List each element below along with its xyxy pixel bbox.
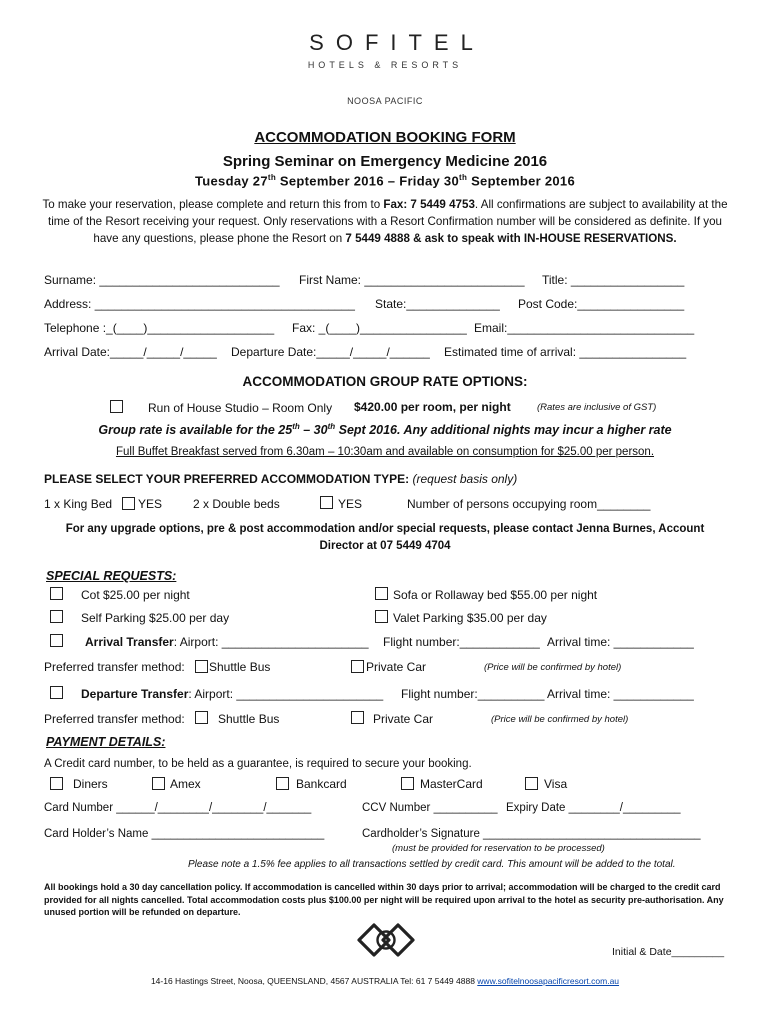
brand-logo-text: SOFITEL (309, 30, 485, 55)
phone-number: 7 5449 4888 & ask to speak with IN-HOUSE RESERVATIONS. (345, 232, 677, 245)
self-parking-label: Self Parking $25.00 per day (81, 611, 230, 625)
departure-transfer-field[interactable]: Departure Transfer: Airport: ______________________ (81, 687, 384, 701)
self-parking-checkbox[interactable] (50, 610, 63, 623)
arrival-private-car-label: Private Car (366, 660, 427, 674)
departure-shuttle-checkbox[interactable] (195, 711, 208, 724)
arrival-transfer-field[interactable]: Arrival Transfer: Airport: ______________________ (85, 635, 369, 649)
email-field[interactable]: Email:____________________________ (474, 321, 695, 335)
arrival-flight-field[interactable]: Flight number:____________ (383, 635, 540, 649)
event-title: Spring Seminar on Emergency Medicine 2016 (222, 153, 548, 170)
mastercard-checkbox[interactable] (401, 777, 414, 790)
sofitel-emblem-icon (355, 921, 417, 959)
expiry-field[interactable]: Expiry Date ________/_________ (506, 802, 681, 814)
payment-heading: PAYMENT DETAILS: (46, 735, 166, 749)
cot-checkbox[interactable] (50, 587, 63, 600)
address-field[interactable]: Address: _______________________________________ (44, 297, 355, 311)
intro-paragraph: To make your reservation, please complete and return this from to Fax: 7 5449 4753. All confirmations are subject to availability at the time of the Resort receiving your request. Only reservations with a Resort Confirmation number will be considered as definite. If you have any questions, please phone the Resort on 7 5449 4888 & ask to speak with IN-HOUSE RESERVATIONS. (42, 198, 728, 245)
form-title: ACCOMMODATION BOOKING FORM (254, 129, 516, 146)
arrival-shuttle-label: Shuttle Bus (209, 660, 271, 674)
card-number-field[interactable]: Card Number ______/________/________/_______ (44, 802, 312, 814)
room-option-checkbox[interactable] (110, 400, 123, 413)
rate-options-heading: ACCOMMODATION GROUP RATE OPTIONS: (242, 374, 528, 389)
double-yes-label: YES (338, 497, 363, 511)
initial-date-field[interactable]: Initial & Date_________ (612, 946, 725, 958)
fax-field[interactable]: Fax: _(____)________________ (292, 321, 467, 335)
arrival-transfer-method-label: Preferred transfer method: (44, 660, 185, 674)
ccv-field[interactable]: CCV Number __________ (362, 802, 498, 814)
cardholder-signature-field[interactable]: Cardholder’s Signature __________________________________ (362, 828, 701, 840)
visa-checkbox[interactable] (525, 777, 538, 790)
valet-parking-label: Valet Parking $35.00 per day (393, 611, 547, 625)
cancellation-policy: All bookings hold a 30 day cancellation policy. If accommodation is cancelled within 30 days prior to arrival; accommodation will be charged to the credit card provided for all nights cancelled. Total accommodation costs plus $100.00 per night will be required upon arrival to the hotel as security pre-authorisation. Any unused portion will be refunded on departure. (44, 882, 724, 917)
room-price: $420.00 per room, per night (354, 400, 511, 414)
visa-label: Visa (544, 777, 568, 791)
special-requests-heading: SPECIAL REQUESTS: (46, 569, 177, 583)
payment-intro: A Credit card number, to be held as a guarantee, is required to secure your booking. (44, 758, 472, 770)
departure-transfer-method-label: Preferred transfer method: (44, 712, 185, 726)
persons-field[interactable]: Number of persons occupying room________ (407, 497, 651, 511)
room-type-heading: PLEASE SELECT YOUR PREFERRED ACCOMMODATION TYPE: (request basis only) (44, 472, 518, 486)
departure-time-field[interactable]: Arrival time: ____________ (547, 687, 694, 701)
valet-parking-checkbox[interactable] (375, 610, 388, 623)
departure-private-car-label: Private Car (373, 712, 434, 726)
first-name-field[interactable]: First Name: ________________________ (299, 273, 525, 287)
bankcard-checkbox[interactable] (276, 777, 289, 790)
amex-checkbox[interactable] (152, 777, 165, 790)
departure-flight-field[interactable]: Flight number:__________ (401, 687, 545, 701)
card-holder-name-field[interactable]: Card Holder’s Name ___________________________ (44, 828, 325, 840)
signature-note: (must be provided for reservation to be processed) (392, 843, 605, 854)
sofa-bed-checkbox[interactable] (375, 587, 388, 600)
eta-field[interactable]: Estimated time of arrival: ________________ (444, 345, 687, 359)
state-field[interactable]: State:______________ (375, 297, 500, 311)
gst-note: (Rates are inclusive of GST) (537, 402, 657, 413)
breakfast-note: Full Buffet Breakfast served from 6.30am – 10:30am and available on consumption for $25.00 per person. (115, 446, 655, 458)
arrival-private-car-checkbox[interactable] (351, 660, 364, 673)
departure-shuttle-label: Shuttle Bus (218, 712, 280, 726)
cot-label: Cot $25.00 per night (81, 588, 190, 602)
property-name: NOOSA PACIFIC (347, 96, 423, 106)
departure-private-car-checkbox[interactable] (351, 711, 364, 724)
diners-label: Diners (73, 777, 108, 791)
departure-price-note: (Price will be confirmed by hotel) (491, 714, 629, 725)
room-type-label: Run of House Studio – Room Only (148, 401, 333, 415)
website-link[interactable]: www.sofitelnoosapacificresort.com.au (477, 976, 620, 986)
telephone-field[interactable]: Telephone :_(____)___________________ (44, 321, 275, 335)
bankcard-label: Bankcard (296, 777, 347, 791)
event-dates: Tuesday 27th September 2016 – Friday 30th September 2016 (195, 173, 575, 189)
diners-checkbox[interactable] (50, 777, 63, 790)
sofa-bed-label: Sofa or Rollaway bed $55.00 per night (393, 588, 598, 602)
footer-address: 14-16 Hastings Street, Noosa, QUEENSLAND, 4567 AUSTRALIA Tel: 61 7 5449 4888 www.sofitelnoosapacificresort.com.au (150, 976, 620, 986)
king-yes-label: YES (138, 497, 163, 511)
double-beds-checkbox[interactable] (320, 496, 333, 509)
double-beds-label: 2 x Double beds (193, 497, 280, 511)
mastercard-label: MasterCard (420, 777, 483, 791)
arrival-transfer-checkbox[interactable] (50, 634, 63, 647)
fax-number: Fax: 7 5449 4753 (383, 198, 475, 211)
group-rate-note: Group rate is available for the 25th – 30th Sept 2016. Any additional nights may incur a higher rate (98, 422, 672, 438)
king-bed-checkbox[interactable] (122, 497, 135, 510)
king-bed-label: 1 x King Bed (44, 497, 113, 511)
card-fee-note: Please note a 1.5% fee applies to all transactions settled by credit card. This amount will be added to the total. (188, 859, 676, 870)
departure-date-field[interactable]: Departure Date:_____/_____/______ (231, 345, 430, 359)
brand-subtitle: HOTELS & RESORTS (307, 60, 463, 70)
departure-transfer-checkbox[interactable] (50, 686, 63, 699)
amex-label: Amex (170, 777, 201, 791)
arrival-price-note: (Price will be confirmed by hotel) (484, 662, 622, 673)
surname-field[interactable]: Surname: ___________________________ (44, 273, 280, 287)
title-field[interactable]: Title: _________________ (542, 273, 685, 287)
arrival-date-field[interactable]: Arrival Date:_____/_____/_____ (44, 345, 217, 359)
arrival-time-field[interactable]: Arrival time: ____________ (547, 635, 694, 649)
postcode-field[interactable]: Post Code:________________ (518, 297, 685, 311)
upgrade-contact-note: For any upgrade options, pre & post accommodation and/or special requests, please contact Jenna Burnes, Account Director at 07 5449 4704 (65, 523, 705, 552)
arrival-shuttle-checkbox[interactable] (195, 660, 208, 673)
